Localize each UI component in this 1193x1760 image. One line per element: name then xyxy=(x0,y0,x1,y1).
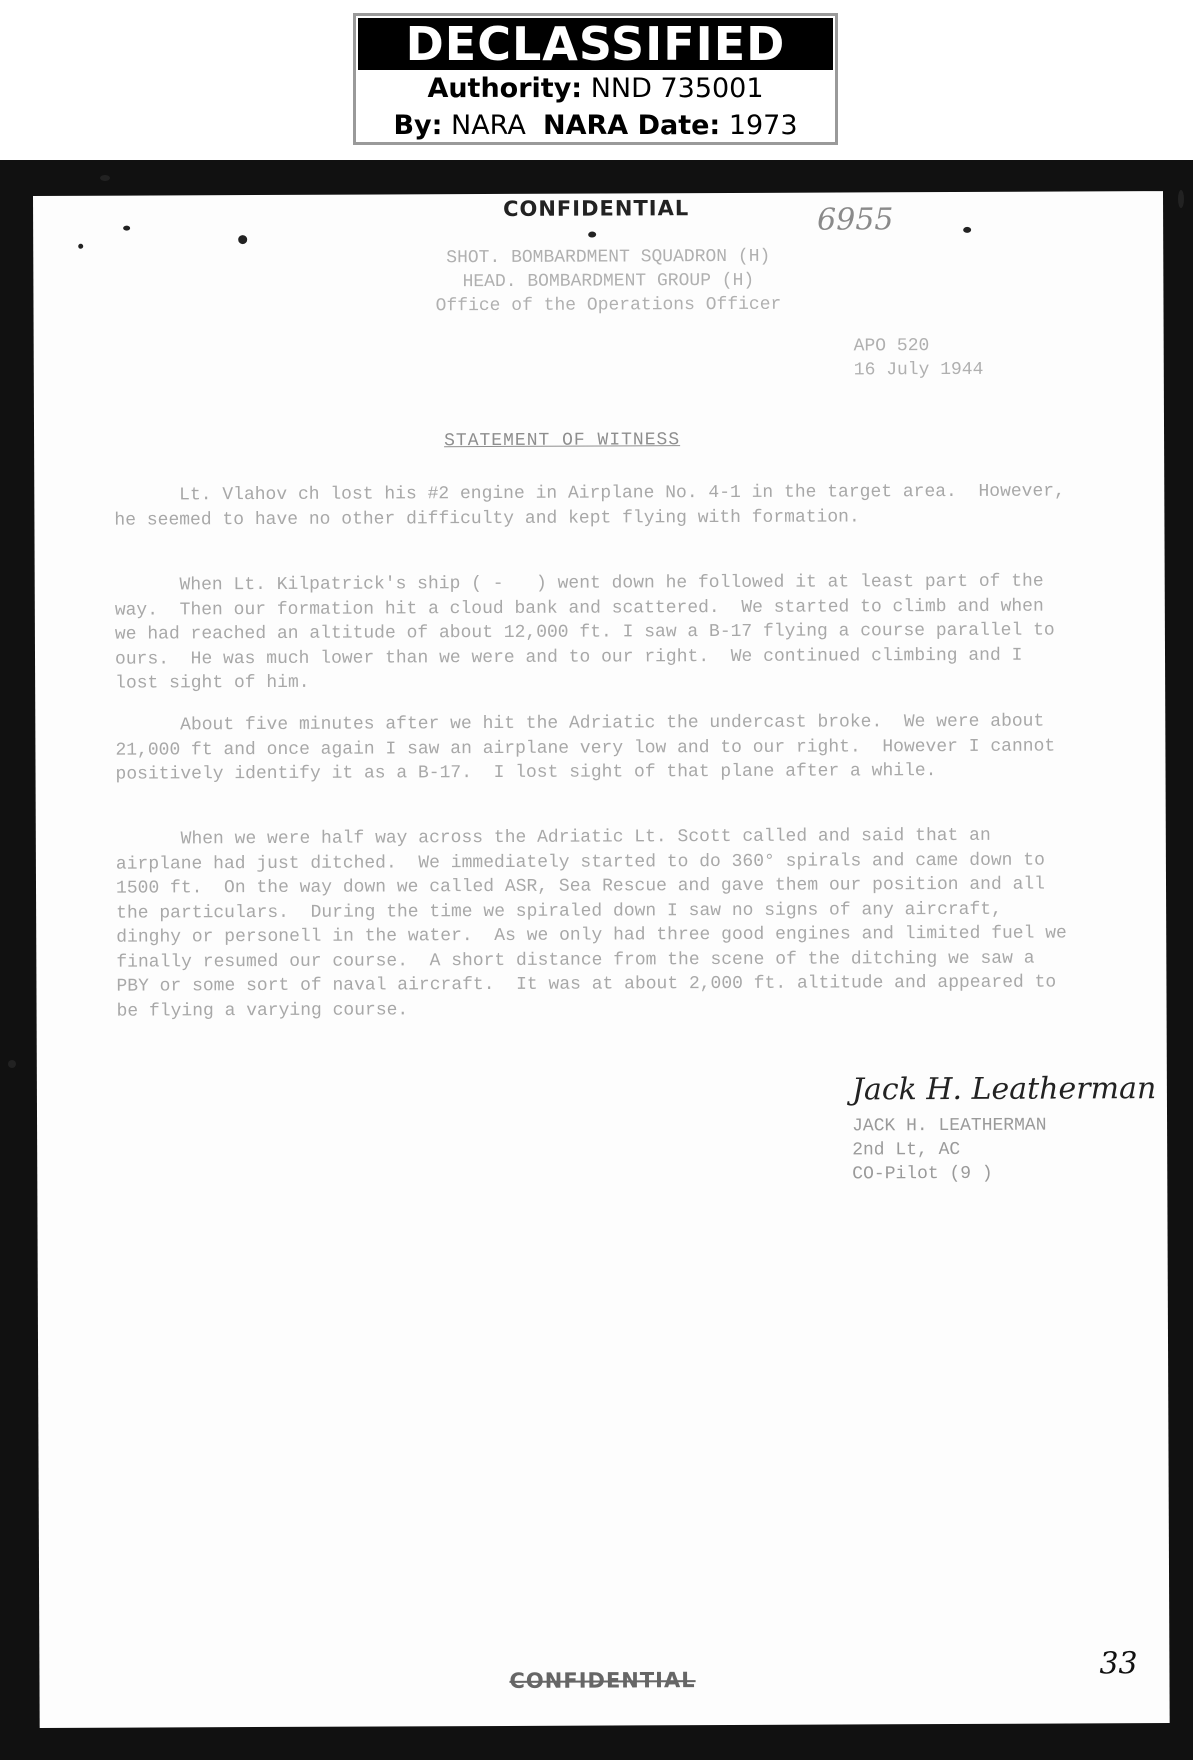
handwritten-number: 6955 xyxy=(817,202,894,238)
header-line-3: Office of the Operations Officer xyxy=(435,294,782,317)
classification-top: CONFIDENTIAL xyxy=(503,196,690,221)
handwritten-signature: Jack H. Leatherman xyxy=(851,1071,1157,1108)
document-page xyxy=(33,191,1170,1728)
signer-name: JACK H. LEATHERMAN xyxy=(852,1115,1047,1137)
stamp-title: DECLASSIFIED xyxy=(358,18,833,70)
paragraph-3: About five minutes after we hit the Adriatic the undercast broke. We were about 21,000 ft and once again I saw an airplane very low and to our right. However I cannot positively identify it as a B-17. I lost sight of that plane after a while. xyxy=(115,711,1067,785)
header-line-1: SHOT. BOMBARDMENT SQUADRON (H) xyxy=(446,246,771,269)
stamp-date-value: 1973 xyxy=(728,110,798,141)
scanned-document xyxy=(0,160,1193,1760)
date-line: 16 July 1944 xyxy=(853,359,984,381)
stamp-by-date xyxy=(356,107,835,144)
signer-title: CO-Pilot (9 ) xyxy=(852,1163,993,1185)
paragraph-1: Lt. Vlahov ch lost his #2 engine in Airplane No. 4-1 in the target area. However, he seemed to have no other difficulty and kept flying with formation. xyxy=(114,481,1076,531)
paragraph-4: When we were half way across the Adriatic Lt. Scott called and said that an airplane had just ditched. We immediately started to do 360° spirals and came down to 1500 ft. On the way down we called ASR, Sea Rescue and gave them our position and all the particulars. During the time we spiraled down I saw no signs of any aircraft, dinghy or personell in the water. As we only had three good engines and limited fuel we finally resumed our course. A short distance from the scene of the ditching we saw a PBY or some sort of naval aircraft. It was at about 2,000 ft. altitude and appeared to be flying a varying course. xyxy=(115,825,1078,1022)
apo-line: APO 520 xyxy=(853,336,930,357)
classification-bottom: CONFIDENTIAL xyxy=(509,1668,696,1693)
stamp-by-value: NARA xyxy=(451,110,526,141)
stamp-date-label: NARA Date: xyxy=(543,110,721,141)
stamp-authority-value: NND 735001 xyxy=(590,73,764,104)
signer-rank: 2nd Lt, AC xyxy=(852,1139,961,1161)
stamp-authority-label: Authority: xyxy=(427,73,583,104)
paragraph-2: When Lt. Kilpatrick's ship ( - ) went down he followed it at least part of the way. Then our formation hit a cloud bank and scattered. We started to climb and when we had reached an altitude of about 12,000 ft. I saw a B-17 flying a course parallel to ours. He was much lower than we were and to our right. We continued climbing and I lost sight of him. xyxy=(114,571,1066,694)
header-line-2: HEAD. BOMBARDMENT GROUP (H) xyxy=(462,270,755,293)
document-title: STATEMENT OF WITNESS xyxy=(444,430,681,452)
declassified-stamp xyxy=(353,13,838,145)
stamp-authority xyxy=(356,70,835,107)
page-number: 33 xyxy=(1099,1646,1138,1682)
stamp-by-label: By: xyxy=(393,110,443,141)
